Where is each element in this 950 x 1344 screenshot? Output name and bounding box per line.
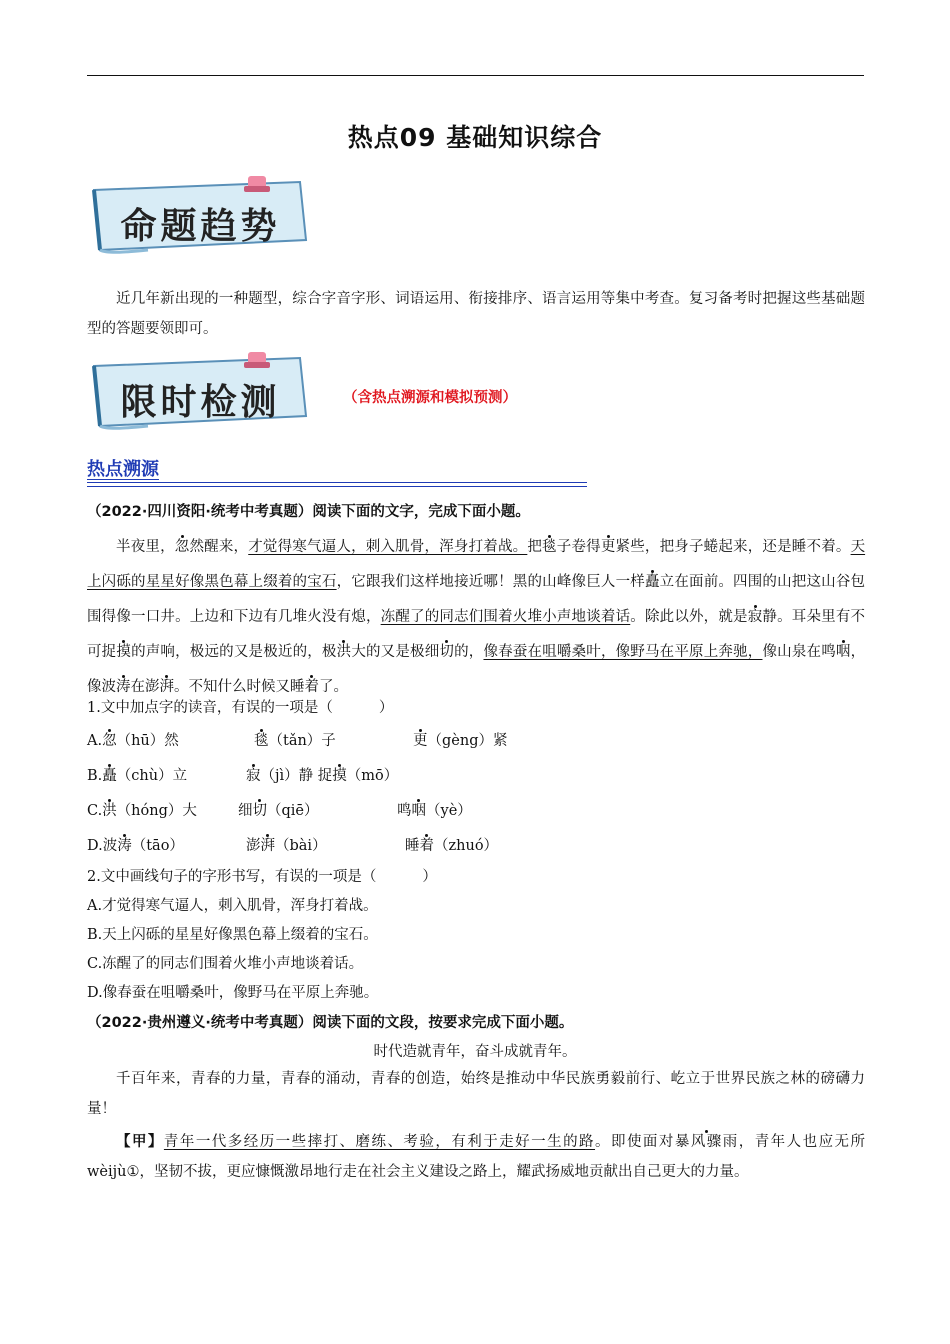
question-1-option-a: 毯（tǎn）子 (254, 733, 336, 749)
dotted-char: 更 (600, 539, 616, 555)
question-1-option-b: B.矗（chù）立 (87, 768, 188, 784)
banner-trend (88, 176, 313, 256)
question-1-option-a: 更（gèng）紧 (413, 733, 508, 749)
dotted-char: 摸 (116, 644, 132, 660)
question-2-option-d: D.像春蚕在咀嚼桑叶，像野马在平原上奔驰。 (87, 985, 379, 1001)
section-rule (87, 482, 587, 483)
dotted-char: 着 (304, 679, 319, 695)
dotted-char: 矗 (644, 574, 660, 590)
question-source: （2022·四川资阳·统考中考真题）阅读下面的文字，完成下面小题。 (87, 504, 530, 520)
underlined-sentence: 才觉得寒气逼人，刺入肌骨，浑身打着战。 (248, 539, 528, 555)
dotted-char: 涛 (116, 679, 131, 695)
question-1-option-c: 细切（qiē） (238, 803, 319, 819)
dotted-char: 切 (439, 644, 455, 660)
question-1-stem: 1.文中加点字的读音，有误的一项是（ ） (87, 700, 394, 716)
banner-trend-label: 命题趋势 (120, 205, 281, 247)
underlined-sentence: 青年一代多经历一些摔打、磨练、考验，有利于走好一生的路 (163, 1134, 596, 1150)
question-2-option-b: B.天上闪砾的星星好像黑色幕上缀着的宝石。 (87, 927, 378, 943)
dotted-char: 咽 (835, 644, 851, 660)
question-2-stem: 2.文中画线句子的字形书写，有误的一项是（ ） (87, 869, 437, 885)
dotted-phrase: 暴风骤雨 (674, 1134, 739, 1150)
question-2-option-a: A.才觉得寒气逼人，刺入肌骨，浑身打着战。 (87, 898, 378, 914)
section-rule (87, 486, 587, 487)
question-1-option-d: 睡着（zhuó） (405, 838, 499, 854)
underlined-sentence: 冻醒了的同志们围着火堆小声地谈着话 (380, 609, 631, 625)
underlined-sentence: 天上闪砾的星星好像黑色幕上缀着的宝石 (87, 539, 866, 590)
question-source: （2022·贵州遵义·统考中考真题）阅读下面的文段，按要求完成下面小题。 (87, 1015, 574, 1031)
passage-title: 时代造就青年，奋斗成就青年。 (373, 1044, 577, 1060)
question-2-option-c: C.冻醒了的同志们围着火堆小声地谈着话。 (87, 956, 364, 972)
dotted-char: 洪 (336, 644, 352, 660)
banner-test-label: 限时检测 (120, 381, 281, 423)
passage-paragraph: 千百年来，青春的力量，青春的涌动，青春的创造，始终是推动中华民族勇毅前行、屹立于世界民族之林的磅礴力量！ (87, 1071, 865, 1117)
underlined-sentence: 像春蚕在咀嚼桑叶，像野马在平原上奔驰， (483, 644, 763, 660)
passage-paragraph: 【甲】青年一代多经历一些摔打、磨练、考验，有利于走好一生的路。即使面对暴风骤雨，青年人也应无所 wèijù①，坚韧不拔，更应慷慨激昂地行走在社会主义建设之路上，耀武扬威地贡献出自己更大的力量。 (87, 1134, 866, 1180)
question-1-option-d: D.波涛（tāo） (87, 838, 184, 854)
question-1-option-d: 澎湃（bài） (246, 838, 327, 854)
question-1-option-c: 鸣咽（yè） (397, 803, 472, 819)
intro-paragraph: 近几年新出现的一种题型，综合字音字形、词语运用、衔接排序、语言运用等集中考查。复习备考时把握这些基础题型的答题要领即可。 (87, 291, 865, 337)
dotted-char: 寂 (747, 609, 763, 625)
question-1-option-c: C.洪（hóng）大 (87, 803, 197, 819)
dotted-char: 湃 (159, 679, 174, 695)
page-title: 热点09 基础知识综合 (347, 123, 603, 152)
dotted-char: 忽 (174, 539, 190, 555)
banner-test (88, 352, 313, 432)
banner-test-note: （含热点溯源和模拟预测） (343, 390, 517, 406)
dotted-char: 毯 (542, 539, 557, 555)
question-1-option-a: A.忽（hū）然 (87, 733, 179, 749)
reading-passage: 半夜里，忽然醒来，才觉得寒气逼人，刺入肌骨，浑身打着战。把毯子卷得更紧些，把身子蜷起来，还是睡不着。天上闪砾的星星好像黑色幕上缀着的宝石，它跟我们这样地接近哪！黑的山峰像巨人一样矗立在面前。四围的山把这山谷包围得像一口井。上边和下边有几堆火没有熄，冻醒了的同志们围着火堆小声地谈着话。除此以外，就是寂静。耳朵里有不可捉摸的声响，极远的又是极近的，极洪大的又是极细切的，像春蚕在咀嚼桑叶，像野马在平原上奔驰，像山泉在鸣咽，像波涛在澎湃。不知什么时候又睡着了。 (87, 539, 866, 695)
question-1-option-b: 寂（jì）静 捉摸（mō） (246, 768, 399, 784)
section-title: 热点溯源 (87, 459, 159, 480)
header-rule (87, 75, 864, 76)
